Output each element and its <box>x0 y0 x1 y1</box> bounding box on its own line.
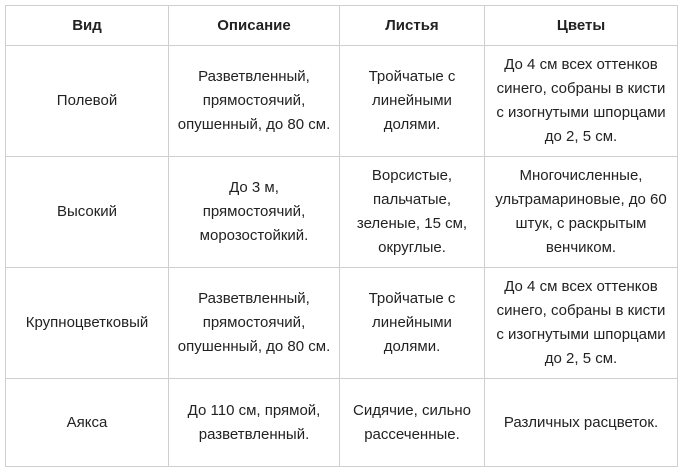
cell-description: Разветвленный, прямостоячий, опушенный, до 80 см. <box>169 268 340 379</box>
cell-description: До 110 см, прямой, разветвленный. <box>169 379 340 467</box>
species-table <box>5 5 678 467</box>
cell-flowers: Многочисленные, ультрамариновые, до 60 штук, с раскрытым венчиком. <box>485 157 678 268</box>
header-leaves: Листья <box>340 6 485 46</box>
cell-flowers: До 4 см всех оттенков синего, собраны в кисти с изогнутыми шпорцами до 2, 5 см. <box>485 46 678 157</box>
table-header-row <box>6 6 678 46</box>
cell-flowers: Различных расцветок. <box>485 379 678 467</box>
cell-species: Полевой <box>6 46 169 157</box>
cell-species: Аякса <box>6 379 169 467</box>
cell-description: До 3 м, прямостоячий, морозостойкий. <box>169 157 340 268</box>
cell-leaves: Тройчатые с линейными долями. <box>340 268 485 379</box>
cell-leaves: Тройчатые с линейными долями. <box>340 46 485 157</box>
header-species: Вид <box>6 6 169 46</box>
header-description: Описание <box>169 6 340 46</box>
table-row <box>6 46 678 157</box>
cell-flowers: До 4 см всех оттенков синего, собраны в кисти с изогнутыми шпорцами до 2, 5 см. <box>485 268 678 379</box>
cell-description: Разветвленный, прямостоячий, опушенный, до 80 см. <box>169 46 340 157</box>
cell-leaves: Сидячие, сильно рассеченные. <box>340 379 485 467</box>
cell-species: Высокий <box>6 157 169 268</box>
cell-species: Крупноцветковый <box>6 268 169 379</box>
table-row <box>6 157 678 268</box>
table-row <box>6 379 678 467</box>
header-flowers: Цветы <box>485 6 678 46</box>
table-row <box>6 268 678 379</box>
cell-leaves: Ворсистые, пальчатые, зеленые, 15 см, округлые. <box>340 157 485 268</box>
